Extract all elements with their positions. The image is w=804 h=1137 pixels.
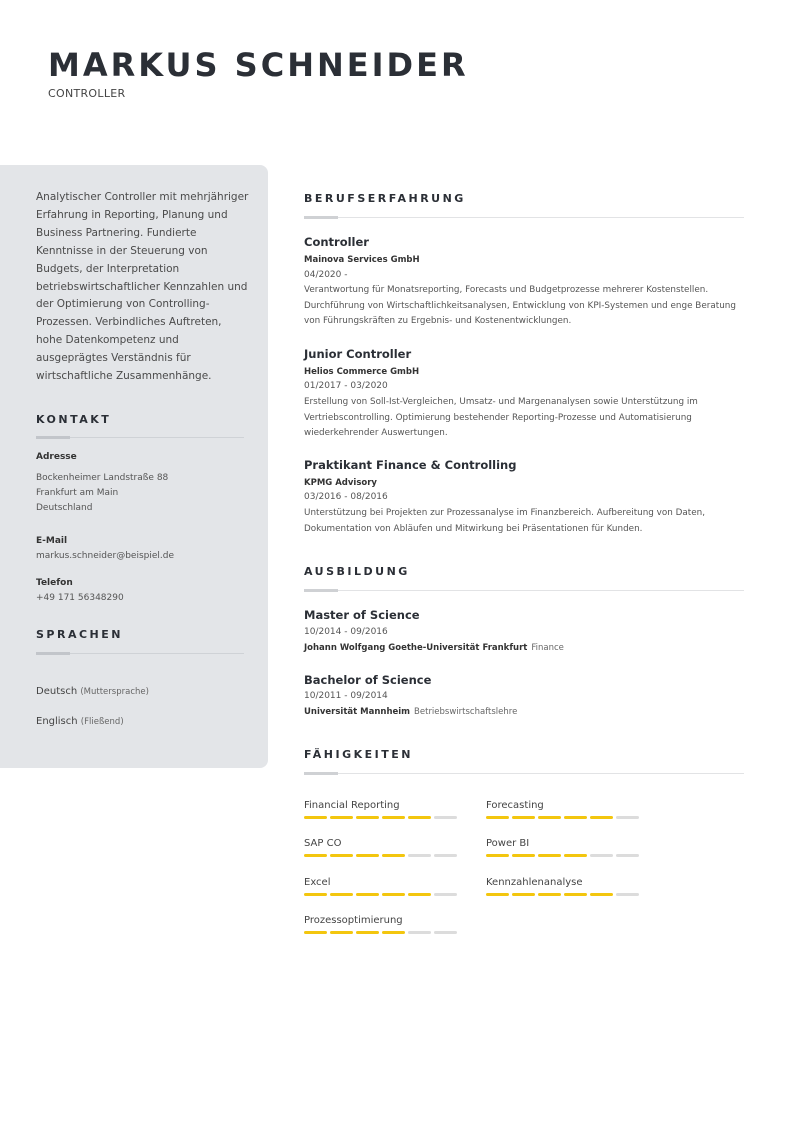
skill-segment-filled [330,893,353,896]
skill-segment-filled [564,893,587,896]
skill-level-bar [304,816,464,819]
degree-field: Betriebswirtschaftslehre [414,707,518,717]
skill-segment-empty [616,854,639,857]
address-line: Bockenheimer Landstraße 88 [36,473,169,483]
skill-item [304,877,464,896]
job-dates: 04/2020 - [304,270,348,280]
skill-name: Power BI [486,838,530,849]
contact-divider [36,437,244,438]
education-heading: AUSBILDUNG [304,565,410,578]
skill-segment-filled [538,893,561,896]
skill-segment-filled [564,816,587,819]
skill-segment-filled [590,816,613,819]
degree-title: Master of Science [304,608,420,622]
job-dates: 01/2017 - 03/2020 [304,381,388,391]
skill-segment-filled [304,816,327,819]
job-title: Controller [304,235,369,249]
skill-level-bar [304,931,464,934]
languages-heading: SPRACHEN [36,628,123,641]
degree-field: Finance [531,643,564,653]
skill-segment-filled [486,893,509,896]
experience-divider [304,217,744,218]
education-divider [304,590,744,591]
candidate-role: CONTROLLER [48,87,126,100]
skill-segment-filled [382,931,405,934]
skill-item [486,800,646,819]
skill-segment-filled [408,816,431,819]
address-line: Frankfurt am Main [36,488,119,498]
skills-divider [304,773,744,774]
skill-segment-filled [486,816,509,819]
skill-segment-filled [382,854,405,857]
job-description: Erstellung von Soll-Ist-Vergleichen, Umsatz- und Margenanalysen sowie Unterstützung im Vertriebscontrolling. Optimierung bestehender Reporting-Prozesse und Automatisierung wiederkehrender Auswertungen. [304,397,698,439]
skill-segment-filled [304,854,327,857]
skill-segment-empty [434,931,457,934]
skill-level-bar [486,893,646,896]
job-company: KPMG Advisory [304,478,377,488]
degree-dates: 10/2011 - 09/2014 [304,691,388,701]
skill-item [304,800,464,819]
skill-item [486,877,646,896]
language-name: Englisch [36,716,78,727]
skill-segment-filled [304,893,327,896]
skill-name: Financial Reporting [304,800,400,811]
job-dates: 03/2016 - 08/2016 [304,492,388,502]
skill-segment-filled [330,816,353,819]
skill-segment-filled [486,854,509,857]
job-company: Mainova Services GmbH [304,255,420,265]
degree-title: Bachelor of Science [304,673,432,687]
job-title: Junior Controller [304,347,412,361]
phone-label: Telefon [36,578,73,588]
skill-segment-filled [356,854,379,857]
address-label: Adresse [36,452,77,462]
email-label: E-Mail [36,536,68,546]
language-level: (Fließend) [80,717,124,727]
skill-segment-empty [590,854,613,857]
address-line: Deutschland [36,503,93,513]
skill-segment-filled [356,816,379,819]
skill-segment-filled [512,854,535,857]
skill-segment-filled [330,931,353,934]
skill-segment-filled [408,893,431,896]
skill-name: Prozessoptimierung [304,915,403,926]
job-description: Verantwortung für Monatsreporting, Forecasts und Budgetprozesse mehrerer Kostenstellen. Durchführung von Wirtschaftlichkeitsanalysen, Entwicklung von KPI-Systemen und enge Beratung von Führungskräften zu Ergebnis- und Kostenentwicklungen. [304,285,736,327]
skill-segment-empty [434,816,457,819]
skill-name: Forecasting [486,800,544,811]
skill-level-bar [486,816,646,819]
institution-name: Universität Mannheim [304,707,411,717]
job-company: Helios Commerce GmbH [304,367,420,377]
language-level: (Muttersprache) [80,687,149,697]
skill-segment-filled [356,931,379,934]
skill-segment-filled [382,893,405,896]
skills-heading: FÄHIGKEITEN [304,748,413,761]
skill-segment-filled [512,816,535,819]
degree-dates: 10/2014 - 09/2016 [304,627,388,637]
skill-name: SAP CO [304,838,342,849]
language-item [36,716,124,727]
skill-level-bar [304,854,464,857]
phone-value[interactable]: +49 171 56348290 [36,593,124,603]
profile-summary: Analytischer Controller mit mehrjähriger Erfahrung in Reporting, Planung und Business Partnering. Fundierte Kenntnisse in der Steuerung von Budgets, der Interpretation betriebswirtschaftlicher Kennzahlen und der Optimierung von Controlling-Prozessen. Verbindliches Auftreten, hohe Datenkompetenz und ausgeprägtes Verständnis für wirtschaftliche Zusammenhänge. [36,191,249,383]
skill-name: Excel [304,877,331,888]
skill-segment-empty [434,893,457,896]
skill-segment-empty [408,931,431,934]
skill-level-bar [486,854,646,857]
institution-name: Johann Wolfgang Goethe-Universität Frankfurt [304,643,528,653]
skill-segment-filled [382,816,405,819]
skill-level-bar [304,893,464,896]
sidebar [0,165,268,768]
skill-item [304,838,464,857]
job-description: Unterstützung bei Projekten zur Prozessanalyse im Finanzbereich. Aufbereitung von Daten, Dokumentation von Abläufen und Mitwirkung bei Präsentationen für Kunden. [304,508,706,534]
skill-segment-empty [434,854,457,857]
skill-name: Kennzahlenanalyse [486,877,583,888]
address-value [36,471,168,516]
skill-segment-filled [538,854,561,857]
skill-segment-filled [512,893,535,896]
candidate-name: MARKUS SCHNEIDER [48,46,469,84]
skill-item [304,915,464,934]
skill-segment-filled [304,931,327,934]
degree-institution [304,643,564,653]
skill-segment-filled [330,854,353,857]
job-title: Praktikant Finance & Controlling [304,458,517,472]
email-value[interactable]: markus.schneider@beispiel.de [36,551,175,561]
skill-item [486,838,646,857]
language-item [36,686,149,697]
experience-heading: BERUFSERFAHRUNG [304,192,466,205]
skill-segment-empty [616,893,639,896]
skill-segment-filled [590,893,613,896]
skill-segment-filled [538,816,561,819]
skill-segment-empty [408,854,431,857]
skill-segment-filled [356,893,379,896]
degree-institution [304,707,517,717]
language-name: Deutsch [36,686,78,697]
languages-divider [36,653,244,654]
contact-heading: KONTAKT [36,413,112,426]
skill-segment-empty [616,816,639,819]
skill-segment-filled [564,854,587,857]
